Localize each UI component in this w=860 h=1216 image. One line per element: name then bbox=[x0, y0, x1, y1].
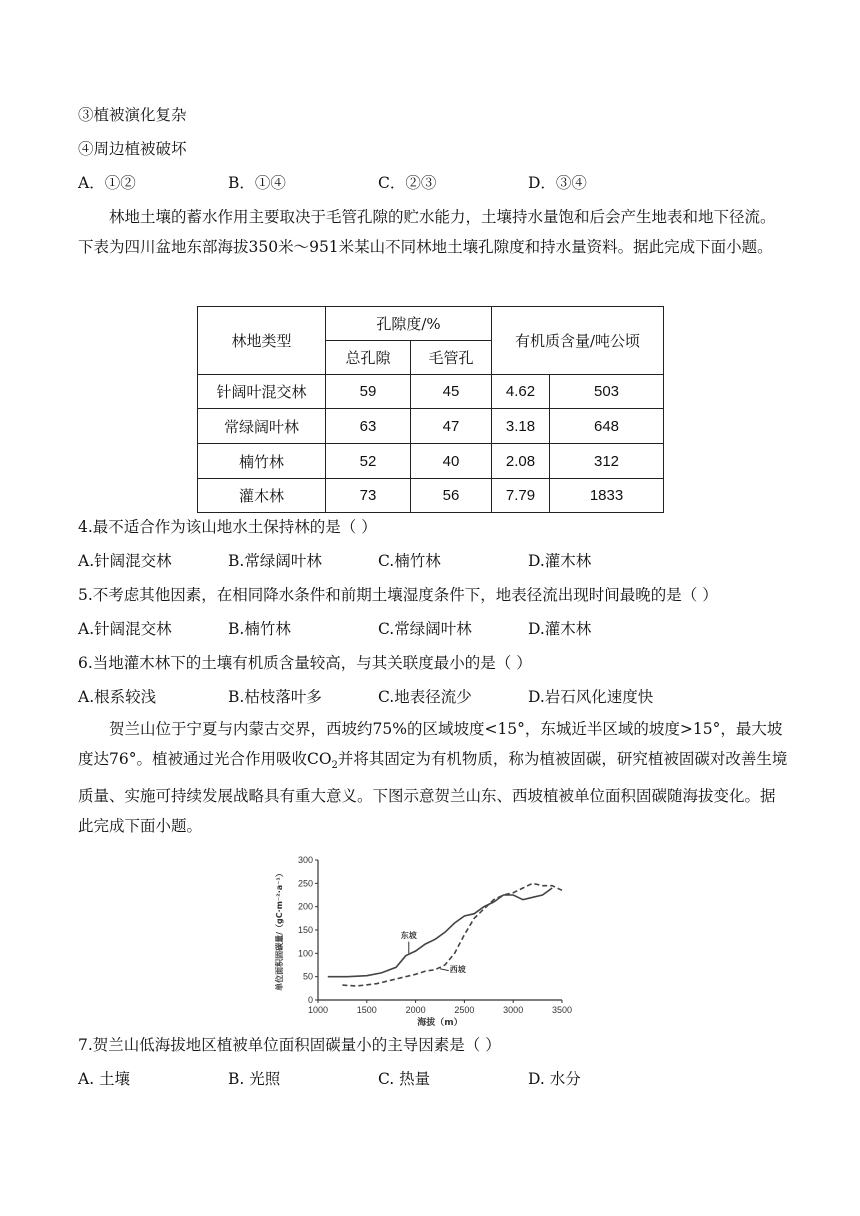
cell-capillary: 40 bbox=[411, 444, 492, 479]
passage-helan-part2: 并将其固定为有机物质，称为植被固碳，研究植被固碳对改善生境质量、实施可持续发展战略具有重大意义。下图示意贺兰山东、西坡植被单位面积固碳随海拔变化。据此完成下面小题。 bbox=[78, 750, 788, 836]
q5-choice-a: A.针阔混交林 bbox=[78, 620, 172, 638]
passage-soil: 林地土壤的蓄水作用主要取决于毛管孔隙的贮水能力，土壤持水量饱和后会产生地表和地下径流。下表为四川盆地东部海拔350米～951米某山不同林地土壤孔隙度和持水量资料。据此完成下面小题。 bbox=[78, 208, 776, 256]
cell-organic: 4.62 bbox=[492, 375, 550, 409]
label-east-slope: 东坡 bbox=[400, 930, 417, 940]
y-tick-label: 150 bbox=[297, 925, 313, 935]
cell-total: 73 bbox=[326, 479, 411, 513]
y-tick-label: 0 bbox=[307, 995, 313, 1005]
cell-capillary: 56 bbox=[411, 479, 492, 513]
passage-helan-part1: 贺兰山位于宁夏与内蒙古交界，西坡约75%的区域坡度<15°，东城近半区域的坡度>15°，最大坡度达76°。植被通过光合作用吸收CO bbox=[78, 720, 783, 768]
label-west-slope: 西坡 bbox=[449, 965, 466, 974]
header-total-porosity: 总孔隙 bbox=[326, 341, 411, 375]
cell-organic: 7.79 bbox=[492, 479, 550, 513]
x-tick-label: 1500 bbox=[356, 1005, 377, 1015]
table-row bbox=[198, 409, 664, 444]
cell-extra: 503 bbox=[550, 375, 664, 409]
table-row bbox=[198, 375, 664, 409]
cell-extra: 648 bbox=[550, 409, 664, 444]
cell-type: 楠竹林 bbox=[198, 444, 326, 479]
choice-c: C．②③ bbox=[378, 174, 437, 192]
arrow-west bbox=[440, 969, 449, 971]
q6-choice-c: C.地表径流少 bbox=[378, 688, 472, 706]
header-forest-type: 林地类型 bbox=[198, 307, 326, 375]
x-tick-label: 1000 bbox=[307, 1005, 329, 1015]
carbon-fixation-chart bbox=[268, 848, 588, 1026]
q5-choice-c: C.常绿阔叶林 bbox=[378, 620, 472, 638]
option-item-4: ④周边植被破坏 bbox=[78, 140, 187, 158]
x-axis-label: 海拔（m） bbox=[417, 1018, 463, 1026]
soil-porosity-table bbox=[197, 306, 664, 513]
y-tick-label: 250 bbox=[297, 878, 313, 889]
x-tick-label: 2500 bbox=[454, 1005, 475, 1015]
q7-choice-d: D. 水分 bbox=[528, 1070, 581, 1088]
question-7: 7.贺兰山低海拔地区植被单位面积固碳量小的主导因素是（ ） bbox=[78, 1036, 501, 1054]
cell-type: 针阔叶混交林 bbox=[198, 375, 326, 409]
series-line-east bbox=[328, 888, 552, 977]
cell-type: 灌木林 bbox=[198, 479, 326, 513]
passage-helan bbox=[78, 714, 790, 841]
q4-choice-b: B.常绿阔叶林 bbox=[228, 552, 322, 570]
choice-d: D．③④ bbox=[528, 174, 587, 192]
cell-total: 63 bbox=[326, 409, 411, 444]
x-tick-label: 2000 bbox=[405, 1005, 426, 1015]
q4-choice-a: A.针阔混交林 bbox=[78, 552, 172, 570]
y-tick-label: 300 bbox=[297, 855, 313, 865]
header-organic: 有机质含量/吨公顷 bbox=[492, 307, 664, 375]
cell-extra: 1833 bbox=[550, 479, 664, 513]
x-tick-label: 3500 bbox=[551, 1005, 573, 1015]
question-4: 4.最不适合作为该山地水土保持林的是（ ） bbox=[78, 518, 377, 536]
x-tick-label: 3000 bbox=[503, 1005, 524, 1015]
table-row bbox=[198, 479, 664, 513]
cell-organic: 2.08 bbox=[492, 444, 550, 479]
q7-choice-a: A. 土壤 bbox=[78, 1070, 131, 1088]
question-6: 6.当地灌木林下的土壤有机质含量较高，与其关联度最小的是（ ） bbox=[78, 654, 532, 672]
co2-subscript: 2 bbox=[331, 760, 338, 772]
question-5: 5.不考虑其他因素，在相同降水条件和前期土壤湿度条件下，地表径流出现时间最晚的是（ ） bbox=[78, 586, 718, 604]
option-item-3: ③植被演化复杂 bbox=[78, 106, 187, 124]
q6-choice-b: B.枯枝落叶多 bbox=[228, 688, 322, 706]
y-tick-label: 50 bbox=[302, 971, 313, 982]
q6-choice-a: A.根系较浅 bbox=[78, 688, 157, 706]
q5-choice-b: B.楠竹林 bbox=[228, 620, 291, 638]
q5-choice-d: D.灌木林 bbox=[528, 620, 592, 638]
choice-a: A．①② bbox=[78, 174, 136, 192]
cell-total: 52 bbox=[326, 444, 411, 479]
q4-choice-c: C.楠竹林 bbox=[378, 552, 441, 570]
header-porosity: 孔隙度/% bbox=[326, 307, 492, 341]
cell-type: 常绿阔叶林 bbox=[198, 409, 326, 444]
choice-b: B．①④ bbox=[228, 174, 286, 192]
table-row bbox=[198, 444, 664, 479]
cell-organic: 3.18 bbox=[492, 409, 550, 444]
cell-total: 59 bbox=[326, 375, 411, 409]
cell-capillary: 47 bbox=[411, 409, 492, 444]
q7-choice-c: C. 热量 bbox=[378, 1070, 431, 1088]
header-capillary: 毛管孔 bbox=[411, 341, 492, 375]
q6-choice-d: D.岩石风化速度快 bbox=[528, 688, 654, 706]
y-tick-label: 100 bbox=[297, 948, 313, 959]
cell-capillary: 45 bbox=[411, 375, 492, 409]
y-tick-label: 200 bbox=[297, 901, 313, 912]
y-axis-label: 单位面积固碳量/（gC·m⁻²·a⁻¹） bbox=[275, 869, 284, 991]
cell-extra: 312 bbox=[550, 444, 664, 479]
q4-choice-d: D.灌木林 bbox=[528, 552, 592, 570]
q7-choice-b: B. 光照 bbox=[228, 1070, 281, 1088]
